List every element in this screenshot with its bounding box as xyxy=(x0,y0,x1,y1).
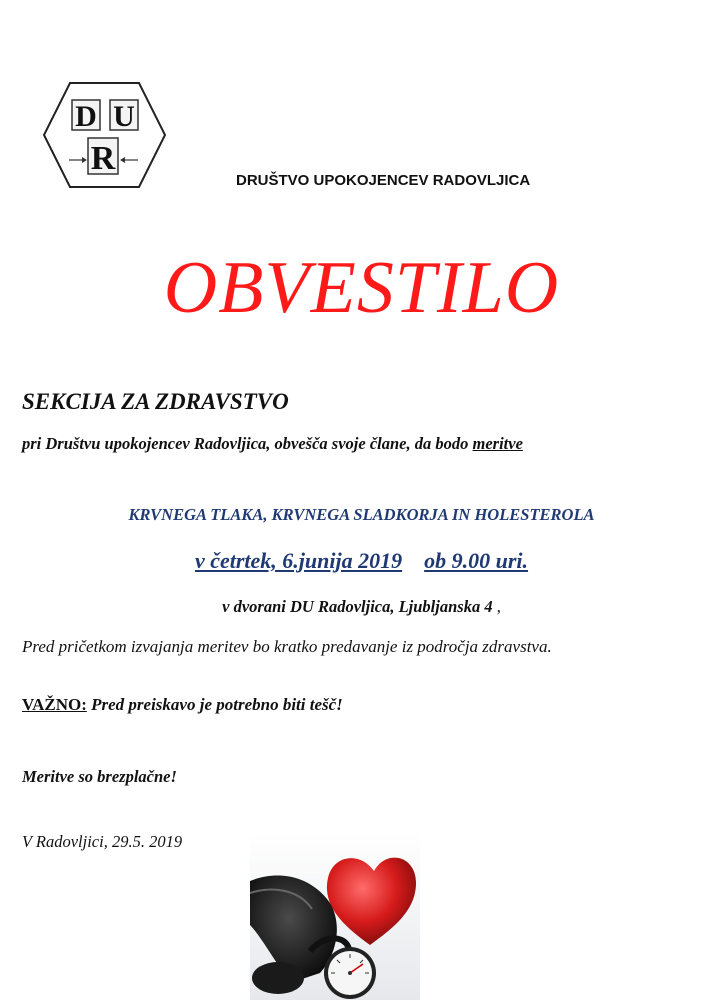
place-date: V Radovljici, 29.5. 2019 xyxy=(22,832,183,851)
important-label: VAŽNO: xyxy=(22,695,87,714)
important-notice xyxy=(22,695,343,715)
venue-line xyxy=(0,597,723,617)
measurements-line: KRVNEGA TLAKA, KRVNEGA SLADKORJA IN HOLESTEROLA xyxy=(128,505,595,524)
important-text: Pred preiskavo je potrebno biti tešč! xyxy=(86,695,343,714)
organization-name: DRUŠTVO UPOKOJENCEV RADOVLJICA xyxy=(236,172,531,189)
free-notice: Meritve so brezplačne! xyxy=(22,767,177,786)
event-day: v četrtek, 6.junija 2019 xyxy=(194,548,403,573)
du-logo xyxy=(42,80,167,190)
venue-text: v dvorani DU Radovljica, Ljubljanska 4 xyxy=(222,597,493,616)
blood-pressure-image xyxy=(250,833,420,1000)
intro-text: pri Društvu upokojencev Radovljica, obvešča svoje člane, da bodo xyxy=(22,434,473,453)
intro-paragraph xyxy=(22,434,523,454)
venue-suffix: , xyxy=(492,597,501,616)
du-logo-icon xyxy=(42,80,167,190)
logo-letter-u: U xyxy=(113,100,135,133)
logo-letter-r: R xyxy=(90,140,116,177)
section-title: SEKCIJA ZA ZDRAVSTVO xyxy=(22,389,289,414)
event-time: ob 9.00 uri. xyxy=(424,548,529,573)
intro-underlined: meritve xyxy=(472,434,523,453)
event-date xyxy=(0,548,723,574)
blood-pressure-heart-icon xyxy=(250,833,420,1000)
lecture-notice: Pred pričetkom izvajanja meritev bo kratko predavanje iz področja zdravstva. xyxy=(22,637,552,656)
logo-letter-d: D xyxy=(75,100,97,133)
headline-title: OBVESTILO xyxy=(163,247,560,329)
